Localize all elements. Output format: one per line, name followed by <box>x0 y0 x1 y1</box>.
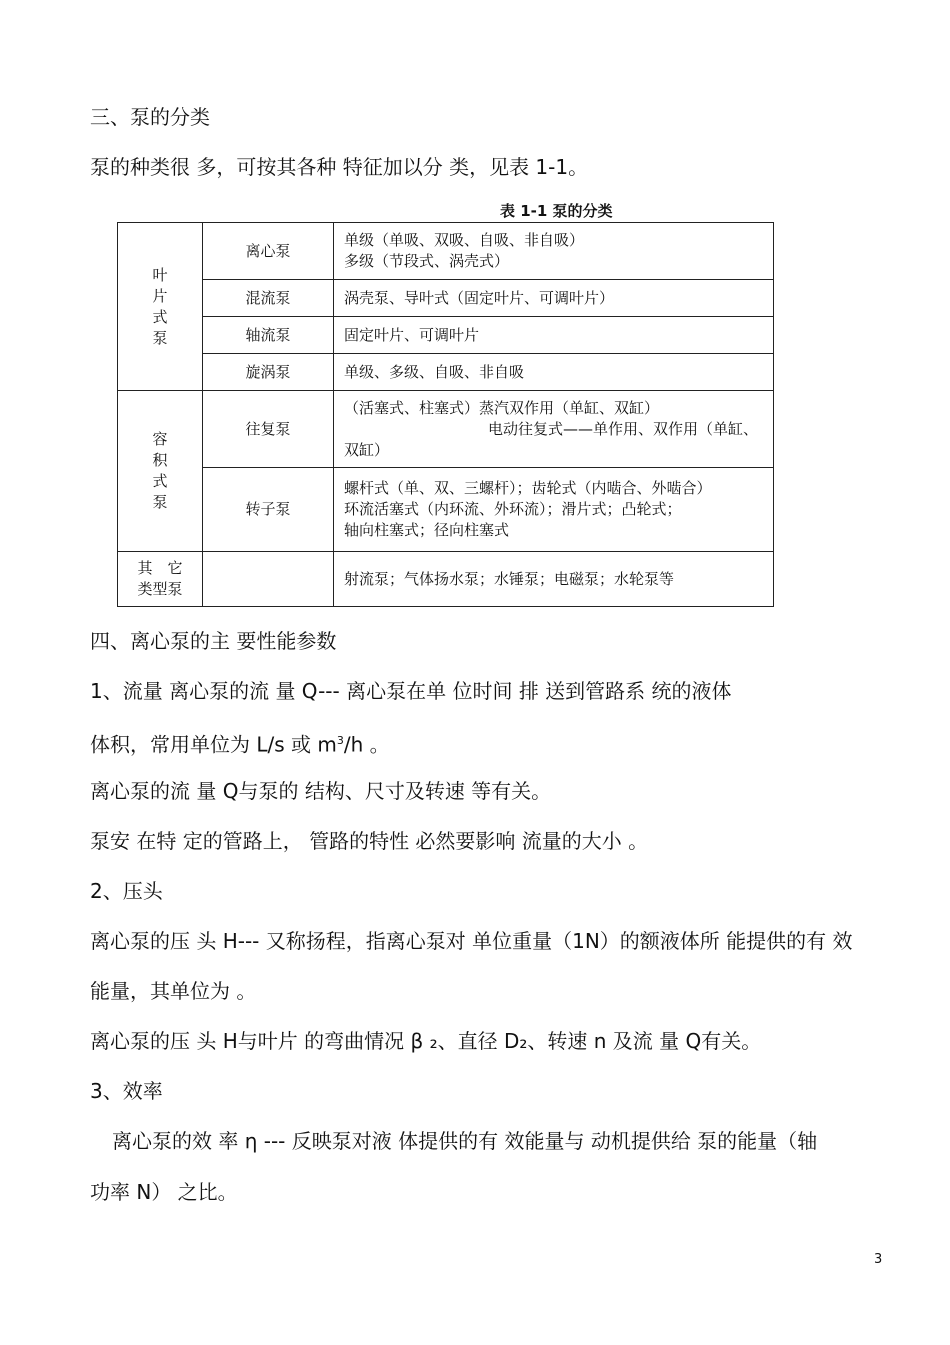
pump-desc-cell: 螺杆式（单、双、三螺杆）；齿轮式（内啮合、外啮合） 环流活塞式（内环流、外环流）；滑片式；凸轮式； 轴向柱塞式；径向柱塞式 <box>334 468 774 552</box>
flow-related: 离心泵的流 量 Q与泵的 结构、尺寸及转速 等有关。 <box>90 779 552 803</box>
efficiency-definition-line2: 功率 N） 之比。 <box>90 1180 238 1204</box>
pump-desc-cell: （活塞式、柱塞式）蒸汽双作用（单缸、双缸） 电动往复式——单作用、双作用（单缸、 双缸） <box>334 391 774 468</box>
pump-desc-cell: 固定叶片、可调叶片 <box>334 317 774 354</box>
pump-type-cell: 转子泵 <box>203 468 334 552</box>
flow-unit: 体积，常用单位为 L/s 或 $m^3/h$ 。 <box>90 732 390 757</box>
pump-type-cell: 离心泵 <box>203 223 334 280</box>
head-title: 2、压头 <box>90 879 163 903</box>
category-cell: 其 它 类型泵 <box>118 552 203 607</box>
category-cell: 叶片式泵 <box>118 223 203 391</box>
pump-classification-table <box>117 222 774 607</box>
table-row <box>118 223 774 280</box>
table-row <box>118 391 774 468</box>
table-row <box>118 468 774 552</box>
pump-type-cell: 往复泵 <box>203 391 334 468</box>
efficiency-title: 3、效率 <box>90 1079 163 1103</box>
pump-desc-cell: 射流泵；气体扬水泵；水锤泵；电磁泵；水轮泵等 <box>334 552 774 607</box>
pump-desc-cell: 单级（单吸、双吸、自吸、非自吸） 多级（节段式、涡壳式） <box>334 223 774 280</box>
pump-desc-cell: 涡壳泵、导叶式（固定叶片、可调叶片） <box>334 280 774 317</box>
pump-type-cell <box>203 552 334 607</box>
pump-type-cell: 旋涡泵 <box>203 354 334 391</box>
flow-pipeline: 泵安 在特 定的管路上， 管路的特性 必然要影响 流量的大小 。 <box>90 829 649 853</box>
section3-heading: 三、泵的分类 <box>90 105 210 129</box>
head-definition-line1: 离心泵的压 头 H--- 又称扬程，指离心泵对 单位重量（1N）的额液体所 能提供的有 效 <box>90 929 853 953</box>
pump-type-cell: 混流泵 <box>203 280 334 317</box>
section4-heading: 四、离心泵的主 要性能参数 <box>90 629 337 653</box>
table-row <box>118 354 774 391</box>
section3-intro: 泵的种类很 多，可按其各种 特征加以分 类，见表 1-1。 <box>90 155 589 179</box>
table-row <box>118 280 774 317</box>
pump-type-cell: 轴流泵 <box>203 317 334 354</box>
page-number: 3 <box>874 1252 883 1267</box>
efficiency-definition-line1: 离心泵的效 率 η --- 反映泵对液 体提供的有 效能量与 动机提供给 泵的能量（轴 <box>112 1129 818 1153</box>
flow-title: 1、流量 离心泵的流 量 Q--- 离心泵在单 位时间 排 送到管路系 统的液体 <box>90 679 732 703</box>
table-caption: 表 1-1 泵的分类 <box>500 202 613 220</box>
head-related: 离心泵的压 头 H与叶片 的弯曲情况 β ₂、直径 D₂、转速 n 及流 量 Q有关。 <box>90 1029 762 1053</box>
table-row <box>118 317 774 354</box>
pump-desc-cell: 单级、多级、自吸、非自吸 <box>334 354 774 391</box>
table-row <box>118 552 774 607</box>
category-cell: 容积式泵 <box>118 391 203 552</box>
head-definition-line2: 能量，其单位为 。 <box>90 979 257 1003</box>
